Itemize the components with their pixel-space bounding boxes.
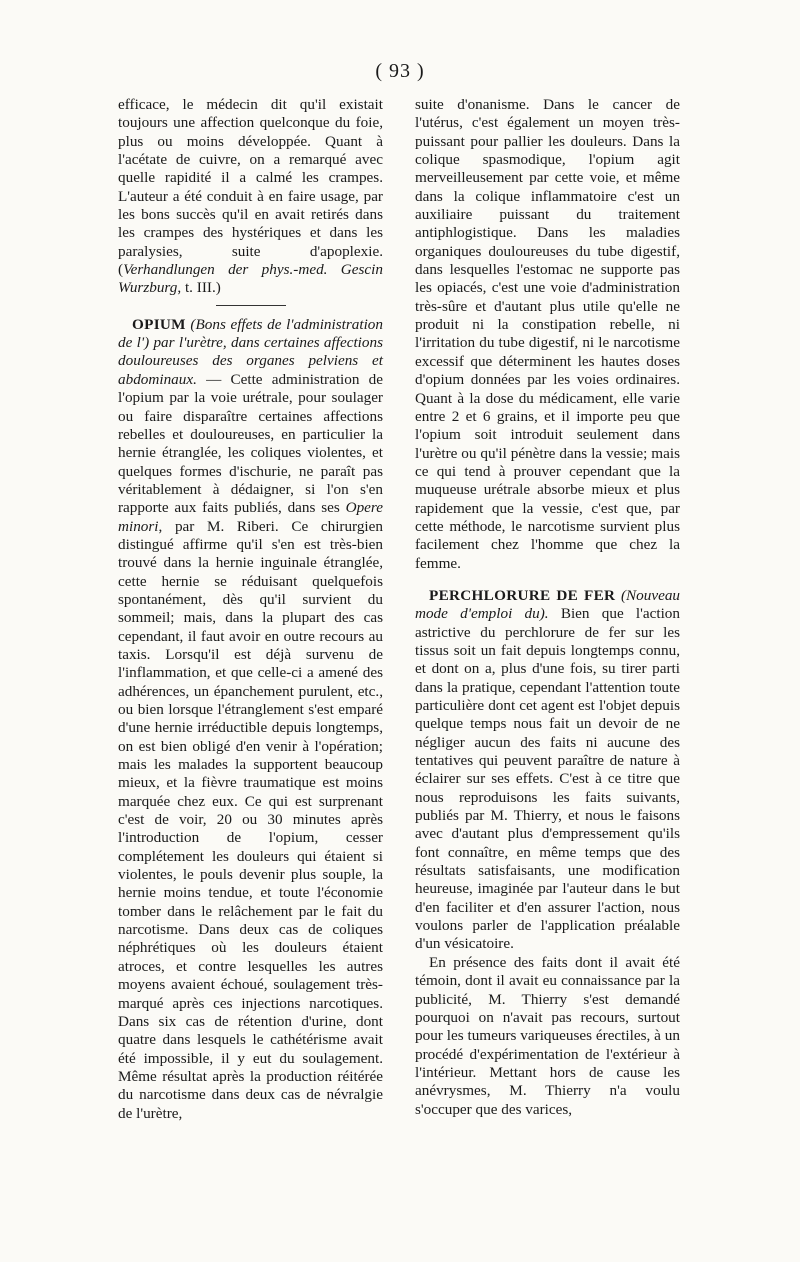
article-perchlorure <box>415 587 680 954</box>
reference-title: Verhandlungen der phys.-med. Gescin Wurzburg <box>118 261 383 297</box>
cited-work: Opere minori <box>118 499 383 535</box>
article-subheading: (Bons effets de l'administration de l') par l'urètre, dans certaines affections douloureuses des organes pelviens et abdominaux. <box>118 315 383 388</box>
right-column <box>415 96 680 1119</box>
left-column <box>118 96 383 1123</box>
article-opium <box>118 316 383 1123</box>
page-number: ( 93 ) <box>375 60 425 82</box>
paragraph-continuation: suite d'onanisme. Dans le cancer de l'utérus, c'est également un moyen très-puissant pour pallier les douleurs. Dans la colique spasmodique, l'opium agit merveilleusement par cette voie, et même dans la colique inflammatoire c'est un auxiliaire puissant du traitement antiphlogistique. Dans les maladies organiques douloureuses du tube digestif, dans lesquelles l'estomac ne supporte pas les opiacés, c'est une voie d'administration très-sûre et d'autant plus utile qu'elle ne produit ni la constipation rebelle, ni l'irritation du tube digestif, ni le narcotisme excessif que déterminent les hautes doses d'opium données par les voies ordinaires. Quant à la dose du médicament, elle varie entre 2 et 6 grains, et il importe peu que l'opium soit introduit seulement dans l'urètre ou qu'il pénètre dans la vessie; mais ce qui tend à prouver cependant que la muqueuse urétrale absorbe mieux et plus rapidement que la vessie, c'est que, par cette méthode, le narcotisme survient plus facilement chez l'homme que chez la femme. <box>415 96 680 572</box>
paragraph-text: efficace, le médecin dit qu'il existait toujours une affection quelconque du foie, plus ou moins développée. Quant à l'acétate de cuivre, on a remarqué avec quelle rapidité il a calmé les crampes. L'auteur a été conduit à en faire usage, par les bons succès qu'il en avait retirés dans les crampes des hystériques et dans les paralysies, suite d'apoplexie. ( <box>118 96 383 279</box>
paragraph: En présence des faits dont il avait été témoin, dont il avait eu connaissance par la publicité, M. Thierry s'est demandé pourquoi on n'avait pas recours, surtout pour les tumeurs variqueuses érectiles, à un procédé d'expérimentation de l'extérieur à l'intérieur. Mettant hors de cause les anévrysmes, M. Thierry n'a voulu s'occuper que des varices, <box>415 953 680 1118</box>
article-subheading: (Nouveau mode d'emploi du). <box>415 586 681 623</box>
reference-volume: , t. III.) <box>177 279 221 297</box>
article-text: , par M. Riberi. Ce chirurgien distingué affirme qu'il s'en est très-bien trouvé dans la hernie inguinale étranglée, cette hernie se réduisant quelquefois spontanément, dès qu'il survient du sommeil; mais, dans la plupart des cas cependant, il faut avoir en outre recours au taxis. Lorsqu'il est déjà survenu de l'inflammation, et que celle-ci a amené des adhérences, un épanchement purulent, etc., ou bien lorsque l'étranglement s'est emparé d'une hernie irréductible depuis longtemps, on est bien obligé d'en venir à l'opération; mais les malades la supportent beaucoup mieux, et la fièvre traumatique est moins marquée chez eux. Ce qui est surprenant c'est de voir, 20 ou 30 minutes après l'introduction de l'opium, cesser complétement les douleurs qui étaient si violentes, le pouls devenir plus souple, la hernie moins tendue, et toute l'économie tomber dans le relâchement par le fait du narcotisme. Dans deux cas de coliques néphrétiques où les douleurs étaient atroces, et contre lesquelles les autres moyens avaient échoué, soulagement très-marqué après ces injections narcotiques. Dans six cas de rétention d'urine, dont quatre dans lesquels le cathétérisme avait été impossible, il y eut du soulagement. Même résultat après la production réitérée du narcotisme dans deux cas de névralgie de l'urètre, <box>118 517 383 1122</box>
article-text: Bien que l'action astrictive du perchlorure de fer sur les tissus soit un fait depuis longtemps connu, et dont on a, plus d'une fois, su tirer parti dans la pratique, cependant l'attention toute particulière dont cet agent est l'objet depuis quelque temps nous fait un devoir de ne négliger aucun des faits ni aucune des tentatives qui peuvent paraître de nature à éclairer sur ses effets. C'est à ce titre que nous reproduisons les faits suivants, publiés par M. Thierry, et nous le faisons avec d'autant plus d'empressement qu'ils font connaître, en même temps que des résultats satisfaisants, une modification heureuse, imaginée par l'auteur dans le but d'en faciliter et d'en assurer l'action, nous voulons parler de l'application préalable d'un vésicatoire. <box>415 605 680 953</box>
article-heading: PERCHLORURE DE FER <box>429 586 616 604</box>
section-gap <box>415 573 680 587</box>
article-heading: OPIUM <box>132 315 186 333</box>
section-divider <box>216 305 286 306</box>
article-text: — Cette administration de l'opium par la voie urétrale, pour soulager ou faire disparaître certaines affections rebelles et douloureuses, en particulier la hernie étranglée, les coliques violentes, et quelques formes d'ischurie, ne paraît pas véritablement à dédaigner, si l'on s'en rapporte aux faits publiés, dans ses <box>118 370 383 517</box>
paragraph-continuation <box>118 96 383 298</box>
